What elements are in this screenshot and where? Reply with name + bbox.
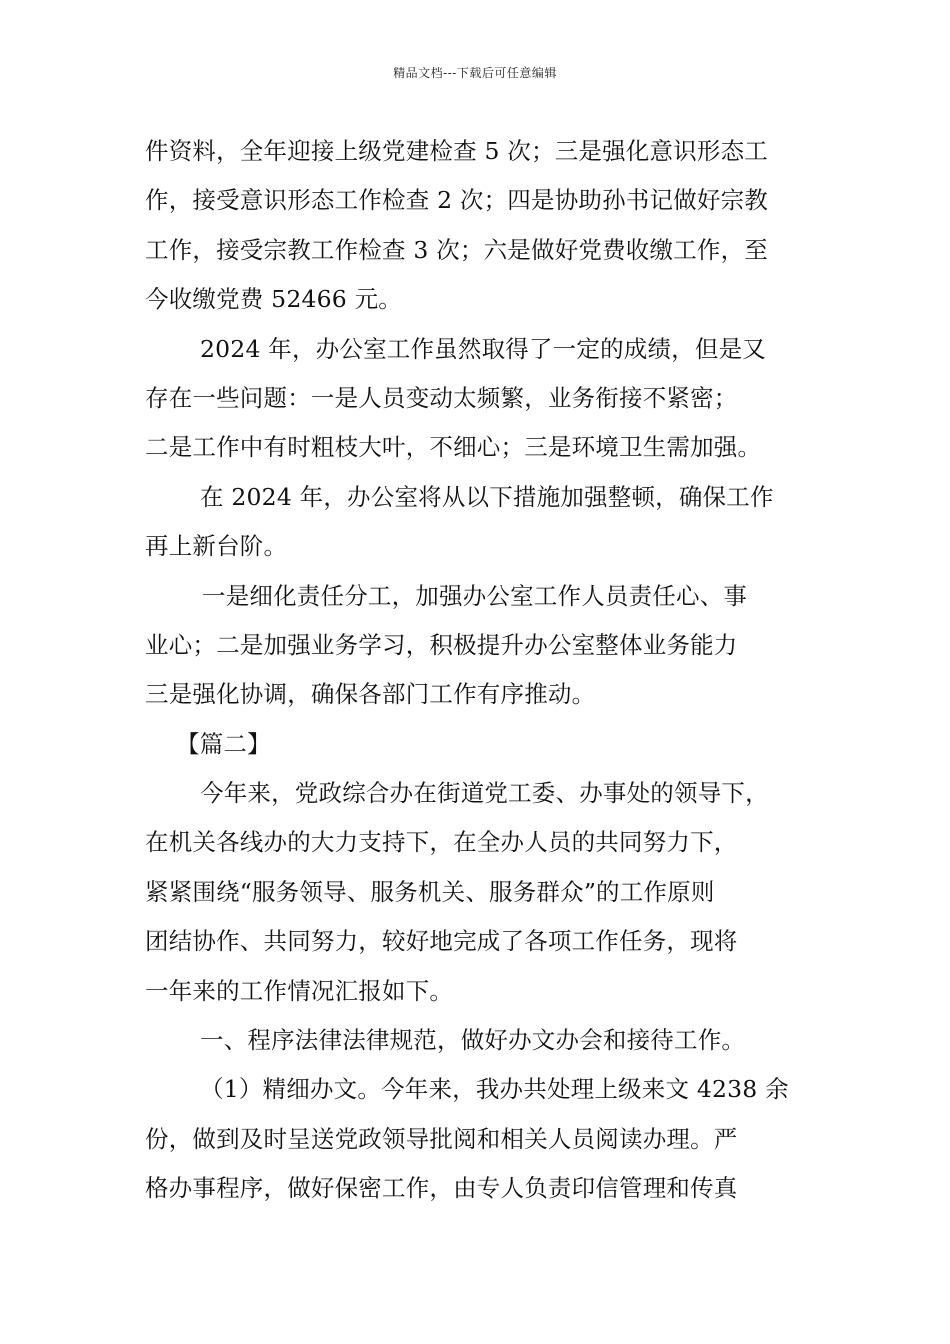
text-line: 件资料，全年迎接上级党建检查 5 次；三是强化意识形态工 <box>145 137 768 165</box>
paragraph-start-line: 2024 年，办公室工作虽然取得了一定的成绩，但是又 <box>200 334 766 363</box>
text-line: 紧紧围绕“服务领导、服务机关、服务群众”的工作原则 <box>145 877 715 906</box>
text-line: 格办事程序，做好保密工作，由专人负责印信管理和传真 <box>145 1174 738 1203</box>
text-line: 工作，接受宗教工作检查 3 次；六是做好党费收缴工作，至 <box>145 235 768 264</box>
subsection-heading: 一、程序法律法律规范，做好办文办会和接待工作。 <box>200 1026 746 1055</box>
text-line: 今收缴党费 52466 元。 <box>145 285 402 314</box>
section-heading: 【篇二】 <box>176 729 271 758</box>
text-line: 一年来的工作情况汇报如下。 <box>145 976 454 1005</box>
paragraph-start-line: 在 2024 年，办公室将从以下措施加强整顿，确保工作 <box>200 482 774 511</box>
paragraph-start-line: （1）精细办文。今年来，我办共处理上级来文 4238 余 <box>200 1075 789 1104</box>
text-line: 业心；二是加强业务学习，积极提升办公室整体业务能力 <box>145 630 738 659</box>
text-line: 份，做到及时呈送党政领导批阅和相关人员阅读办理。严 <box>145 1124 738 1153</box>
text-line: 二是工作中有时粗枝大叶，不细心；三是环境卫生需加强。 <box>145 433 762 462</box>
text-line: 再上新台阶。 <box>145 532 288 561</box>
document-body <box>145 127 815 1214</box>
paragraph-start-line: 今年来，党政综合办在街道党工委、办事处的领导下， <box>200 779 769 808</box>
text-line: 存在一些问题：一是人员变动太频繁，业务衔接不紧密； <box>145 383 738 412</box>
text-line: 在机关各线办的大力支持下，在全办人员的共同努力下， <box>145 828 738 857</box>
paragraph-start-line: 一是细化责任分工，加强办公室工作人员责任心、事 <box>202 581 748 610</box>
page-header: 精品文档---下载后可任意编辑 <box>393 66 557 80</box>
text-line: 作，接受意识形态工作检查 2 次；四是协助孙书记做好宗教 <box>145 186 768 215</box>
text-line: 团结协作、共同努力，较好地完成了各项工作任务，现将 <box>145 927 738 956</box>
text-line: 三是强化协调，确保各部门工作有序推动。 <box>145 680 596 709</box>
